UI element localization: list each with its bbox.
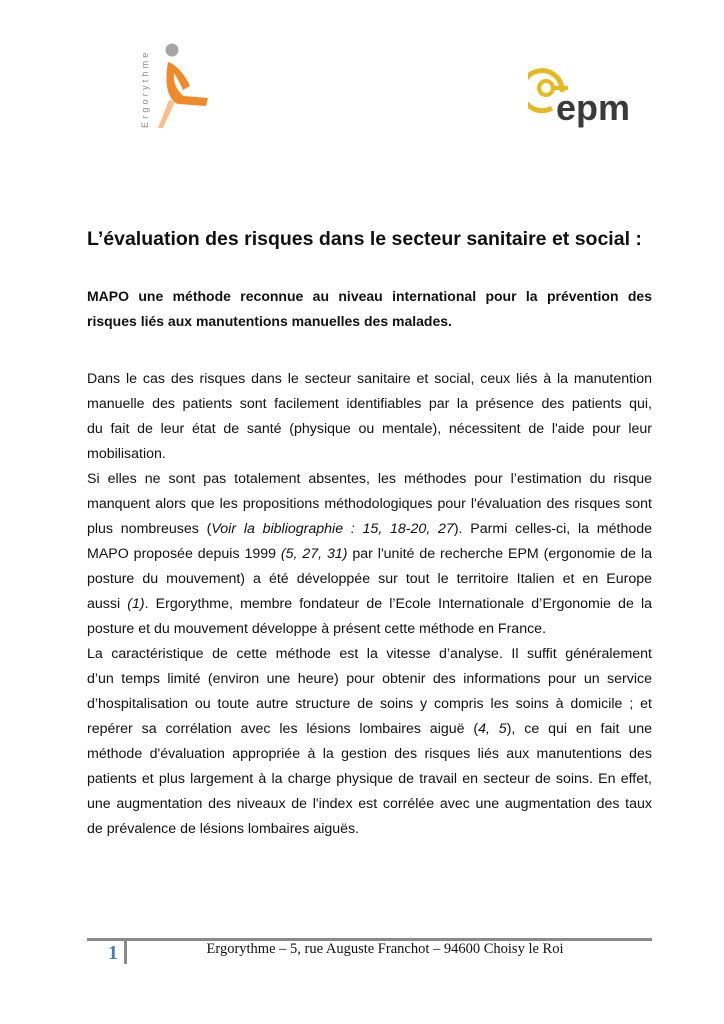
body-line: [87, 417, 652, 442]
svg-text:epm: epm: [556, 87, 631, 128]
text-segment: La caractéristique de cette méthode est la vitesse d’analyse. Il suffit généralement: [87, 646, 652, 662]
body-line: [87, 617, 652, 642]
citation-reference: Voir la bibliographie : 15, 18-20, 27: [211, 521, 454, 537]
text-segment: ). Parmi celles-ci, la méthode: [453, 521, 653, 537]
text-segment: une augmentation des niveaux de l'index est corrélée avec une augmentation des taux: [87, 796, 652, 812]
body-line: [87, 667, 652, 692]
text-segment: aussi: [87, 596, 128, 612]
citation-reference: 4, 5: [478, 721, 507, 737]
body-line: [87, 767, 652, 792]
subtitle-line: MAPO une méthode reconnue au niveau international pour la prévention des: [87, 288, 652, 304]
text-segment: MAPO proposée depuis 1999: [87, 546, 281, 562]
text-segment: posture et du mouvement développe à présent cette méthode en France.: [87, 621, 547, 637]
body-line: [87, 817, 652, 842]
text-segment: manuelle des patients sont facilement identifiables par la présence des patients qui,: [87, 396, 652, 412]
text-segment: repérer sa corrélation avec les lésions lombaires aiguë (: [87, 721, 479, 737]
body-line: [87, 492, 652, 517]
text-segment: par l'unité de recherche EPM (ergonomie de la: [347, 546, 653, 562]
text-segment: de prévalence de lésions lombaires aiguës.: [87, 821, 360, 837]
body-line: [87, 367, 652, 392]
text-segment: Dans le cas des risques dans le secteur sanitaire et social, ceux liés à la manutention: [87, 371, 652, 387]
body-line: [87, 717, 652, 742]
text-segment: d’un temps limité (environ une heure) pour obtenir des informations pour un service: [87, 671, 652, 687]
footer-address: Ergorythme – 5, rue Auguste Franchot – 94600 Choisy le Roi: [206, 941, 564, 957]
citation-reference: (5, 27, 31): [280, 546, 348, 562]
citation-reference: (1): [127, 596, 145, 612]
body-line: [87, 742, 652, 767]
body-line: [87, 792, 652, 817]
body-line: [87, 442, 652, 467]
ergorythme-logo: [128, 40, 212, 132]
text-segment: posture du mouvement) a été développée sur tout le territoire Italien et en Europe: [87, 571, 652, 587]
body-text: [87, 367, 652, 842]
subtitle: [87, 284, 652, 334]
body-line: [87, 392, 652, 417]
text-segment: patients et plus largement à la charge physique de travail en secteur de soins. En effet,: [87, 771, 652, 787]
text-segment: d’hospitalisation ou toute autre structure de soins y compris les soins à domicile ; et: [87, 696, 652, 712]
page-title: L’évaluation des risques dans le secteur sanitaire et social :: [87, 228, 642, 250]
body-line: [87, 542, 652, 567]
text-segment: ), ce qui en fait une: [506, 721, 652, 737]
body-line: [87, 467, 652, 492]
text-segment: . Ergorythme, membre fondateur de l’Ecole Internationale d’Ergonomie de la: [144, 596, 653, 612]
svg-text:Ergorythme: Ergorythme: [140, 49, 150, 128]
body-line: [87, 517, 652, 542]
page-number: 1: [108, 942, 118, 964]
body-line: [87, 692, 652, 717]
text-segment: plus nombreuses (: [87, 521, 212, 537]
body-line: [87, 592, 652, 617]
body-line: [87, 642, 652, 667]
text-segment: mobilisation.: [87, 446, 166, 462]
body-line: [87, 567, 652, 592]
subtitle-line: risques liés aux manutentions manuelles des malades.: [87, 313, 452, 329]
text-segment: du fait de leur état de santé (physique ou mentale), nécessitent de l'aide pour leur: [87, 421, 652, 437]
text-segment: manquent alors que les propositions méthodologiques pour l'évaluation des risques sont: [87, 496, 652, 512]
text-segment: méthode d'évaluation appropriée à la gestion des risques liés aux manutentions des: [87, 746, 652, 762]
text-segment: Si elles ne sont pas totalement absentes, les méthodes pour l’estimation du risque: [87, 471, 652, 487]
epm-logo: [528, 62, 642, 130]
